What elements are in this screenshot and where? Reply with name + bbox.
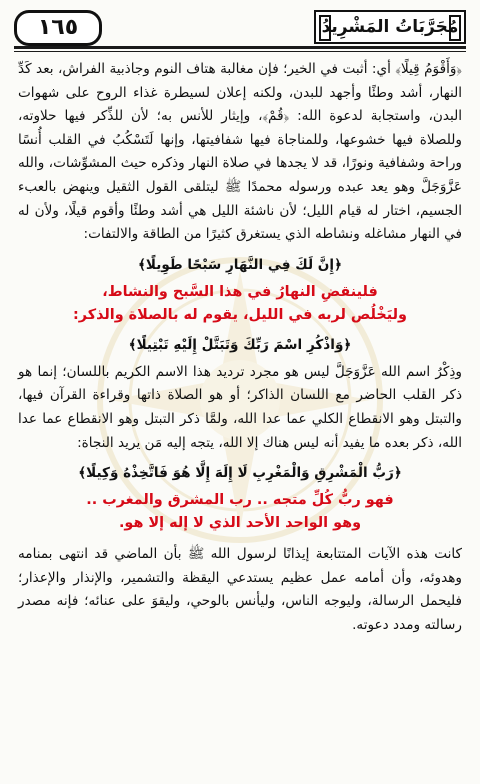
book-title: مُجَرَّبَاتُ المَشْرِيدُ (314, 10, 466, 44)
quran-verse-2: ﴿وَاذْكُرِ اسْمَ رَبِّكَ وَتَبَتَّلْ إِلَيْهِ تَبْتِيلًا﴾ (128, 336, 352, 353)
highlight-line-1: فلينقضِ النهارُ في هذا السَّبح والنشاط، (102, 283, 378, 300)
page-number: ١٦٥ (14, 10, 102, 46)
page-body (18, 58, 462, 638)
highlight-line-2: وليَخْلُص لربه في الليل، يقوم له بالصلاة والذكر: (73, 306, 407, 323)
paragraph-3: كانت هذه الآيات المتتابعة إيذانًا لرسول الله ﷺ بأن الماضي قد انتهى بمنامه وهدوئه، وأن أمامه عمل عظيم يستدعي اليقظة والتشمير، والإنذار والإعذار؛ فليحمل الرسالة، وليوجه الناس، وليأنس بالوحي، وليقوَ على عنائه؛ فإنه مصدر رسالته ومدد دعوته. (18, 546, 462, 633)
header-rule-thin (14, 51, 466, 52)
highlight-line-4: وهو الواحد الأحد الذي لا إله إلا هو. (118, 515, 362, 532)
header-rule (14, 46, 466, 49)
paragraph-2: وذِكْرُ اسم الله عَزَّوَجَلَّ ليس هو مجرد ترديد هذا الاسم الكريم باللسان؛ إنما هو ذكر القلب الحاضر مع اللسان الذاكر؛ أو هو الصلاة ذاتها وقراءة القرآن فيها، والتبتل وهو الانقطاع الكلي عما عدا الله، ولمَّا ذكر التبتل وهو الانقطاع عما عدا الله، ذكر بعده ما يفيد أنه ليس هناك إلا الله، يتجه إليه مَن يريد النجاة: (18, 363, 462, 451)
quran-verse-3: ﴿رَبُّ الْمَشْرِقِ وَالْمَغْرِبِ لَا إِلَهَ إِلَّا هُوَ فَاتَّخِذْهُ وَكِيلًا﴾ (78, 465, 402, 482)
page-header (14, 8, 466, 52)
quran-verse-1: ﴿إِنَّ لَكَ فِي النَّهَارِ سَبْحًا طَوِيلًا﴾ (137, 256, 343, 273)
highlight-line-3: فهو ربُّ كُلِّ متجه .. رب المشرق والمغرب .. (86, 492, 394, 509)
paragraph-1: ﴿وَأَقْوَمُ قِيلًا﴾ أي: أثبت في الخير؛ فإن مغالبة هتاف النوم وجاذبية الفراش، بعد كَدِّ النهار، أشد وطئًا وأجهد للبدن، ولكنه إعلان لسيطرة غذاء الروح على شهوات البدن، واستجابة لدعوة الله: ﴿قُمْ﴾، وإيثار للأنس به؛ لأن للذِّكر فيها حلاوته، وللصلاة فيها خشوعها، وللمناجاة فيها شفافيتها، وإنها لَتَسْكُبُ في القلب أُنسًا وراحة وشفافية ونورًا، قد لا يجدها في صلاة النهار وذكره حيث المشوِّشات، والله عَزَّوَجَلَّ وهو يعد عبده ورسوله محمدًا ﷺ ليتلقى القول الثقيل وينهض بالعبء الجسيم، اختار له قيام الليل؛ لأن ناشئة الليل هي أشد وطئًا وأقوم قيلًا، ولأن له في النهار مشاغله ونشاطه الذي يستغرق كثيرًا من الطاقة والالتفات: (18, 61, 462, 243)
